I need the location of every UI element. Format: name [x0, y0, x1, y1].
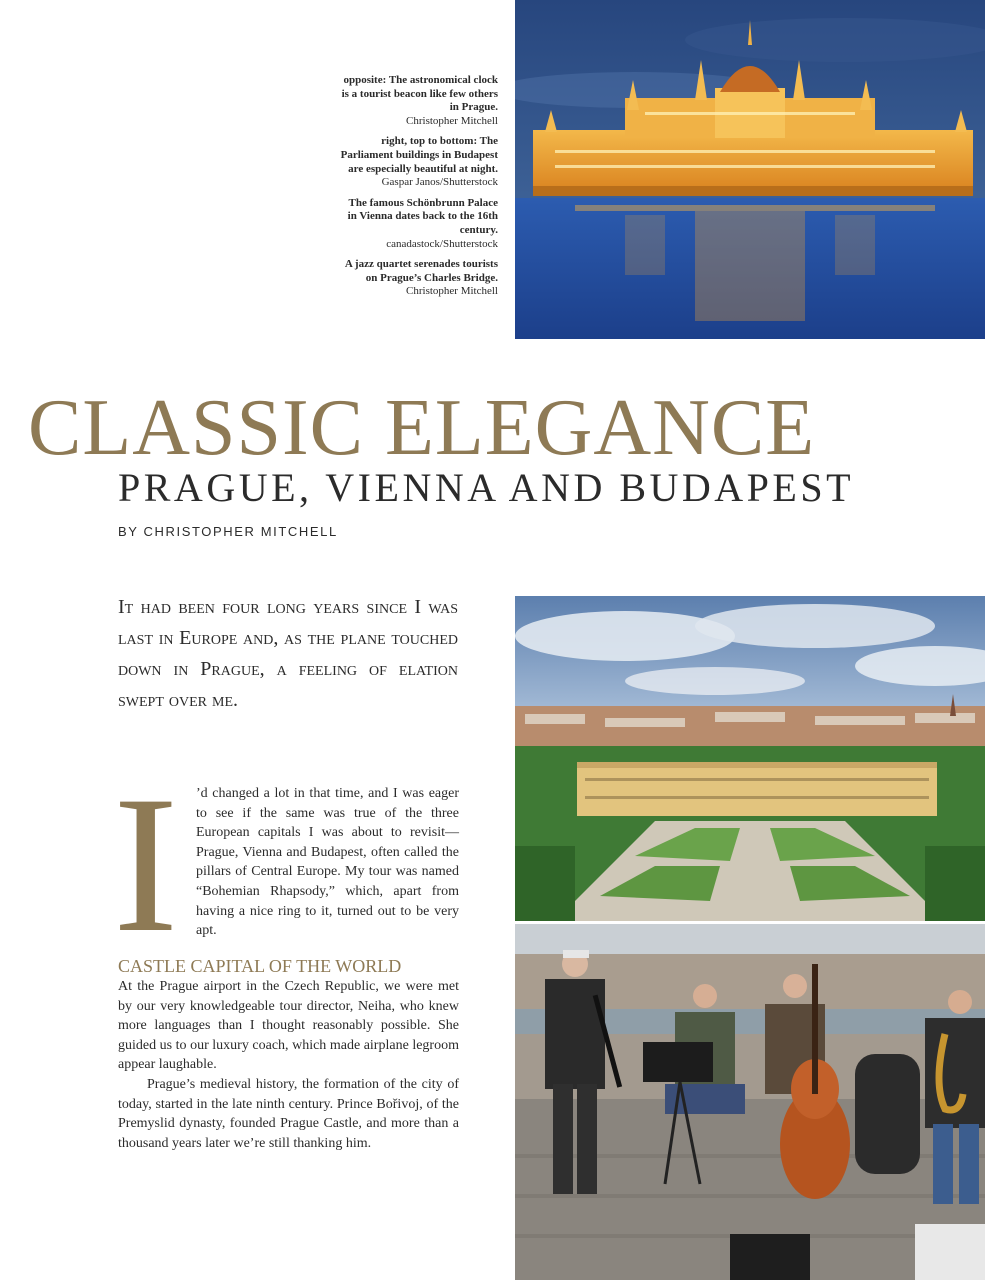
caption-jazz-quartet	[340, 258, 498, 299]
article-title: CLASSIC ELEGANCE	[28, 384, 816, 472]
photo-captions	[340, 74, 498, 306]
first-paragraph: ’d changed a lot in that time, and I was eager to see if the same was true of the three European capitals I was about to revisit—Prague, Vienna and Budapest, often called the pillars of Central Europe. My tour was named “Bohemian Rhapsody,” which, apart from having a nice ring to it, turned out to be very apt.	[196, 786, 459, 939]
caption-text: opposite: The astronomical clock is a tourist beacon like few others in Prague.	[341, 74, 498, 114]
drop-cap: I	[113, 756, 179, 973]
caption-parliament	[340, 135, 498, 189]
caption-credit: Christopher Mitchell	[406, 285, 498, 298]
jazz-quartet-photo	[515, 924, 985, 1280]
caption-credit: canadastock/Shutterstock	[386, 237, 498, 250]
caption-text: right, top to bottom: The Parliament buildings in Budapest are especially beautiful at night.	[340, 135, 498, 175]
body-text	[118, 977, 459, 1153]
caption-text: The famous Schönbrunn Palace in Vienna dates back to the 16th century.	[347, 196, 498, 236]
schonbrunn-photo	[515, 596, 985, 921]
paragraph: At the Prague airport in the Czech Republic, we were met by our very knowledgeable tour director, Neiha, who knew more languages than I thought reasonably possible. She guided us to our luxury coach, which made airplane legroom appear laughable.	[118, 979, 459, 1073]
section-heading: CASTLE CAPITAL OF THE WORLD	[118, 956, 402, 976]
byline: BY CHRISTOPHER MITCHELL	[118, 524, 338, 539]
caption-text: A jazz quartet serenades tourists on Prague’s Charles Bridge.	[344, 258, 498, 284]
paragraph: Prague’s medieval history, the formation of the city of today, started in the late ninth century. Prince Bořivoj, of the Premyslid dynasty, founded Prague Castle, and more than a thousand years later we’re still thanking him.	[118, 1076, 459, 1151]
intro-deck: It had been four long years since I was last in Europe and, as the plane touched down in Prague, a feeling of elation swept over me.	[118, 596, 458, 711]
caption-opposite	[340, 74, 498, 128]
caption-schonbrunn	[340, 197, 498, 251]
parliament-photo	[515, 0, 985, 339]
caption-credit: Christopher Mitchell	[406, 114, 498, 127]
caption-credit: Gaspar Janos/Shutterstock	[381, 176, 498, 189]
article-subtitle: PRAGUE, VIENNA AND BUDAPEST	[118, 465, 855, 510]
